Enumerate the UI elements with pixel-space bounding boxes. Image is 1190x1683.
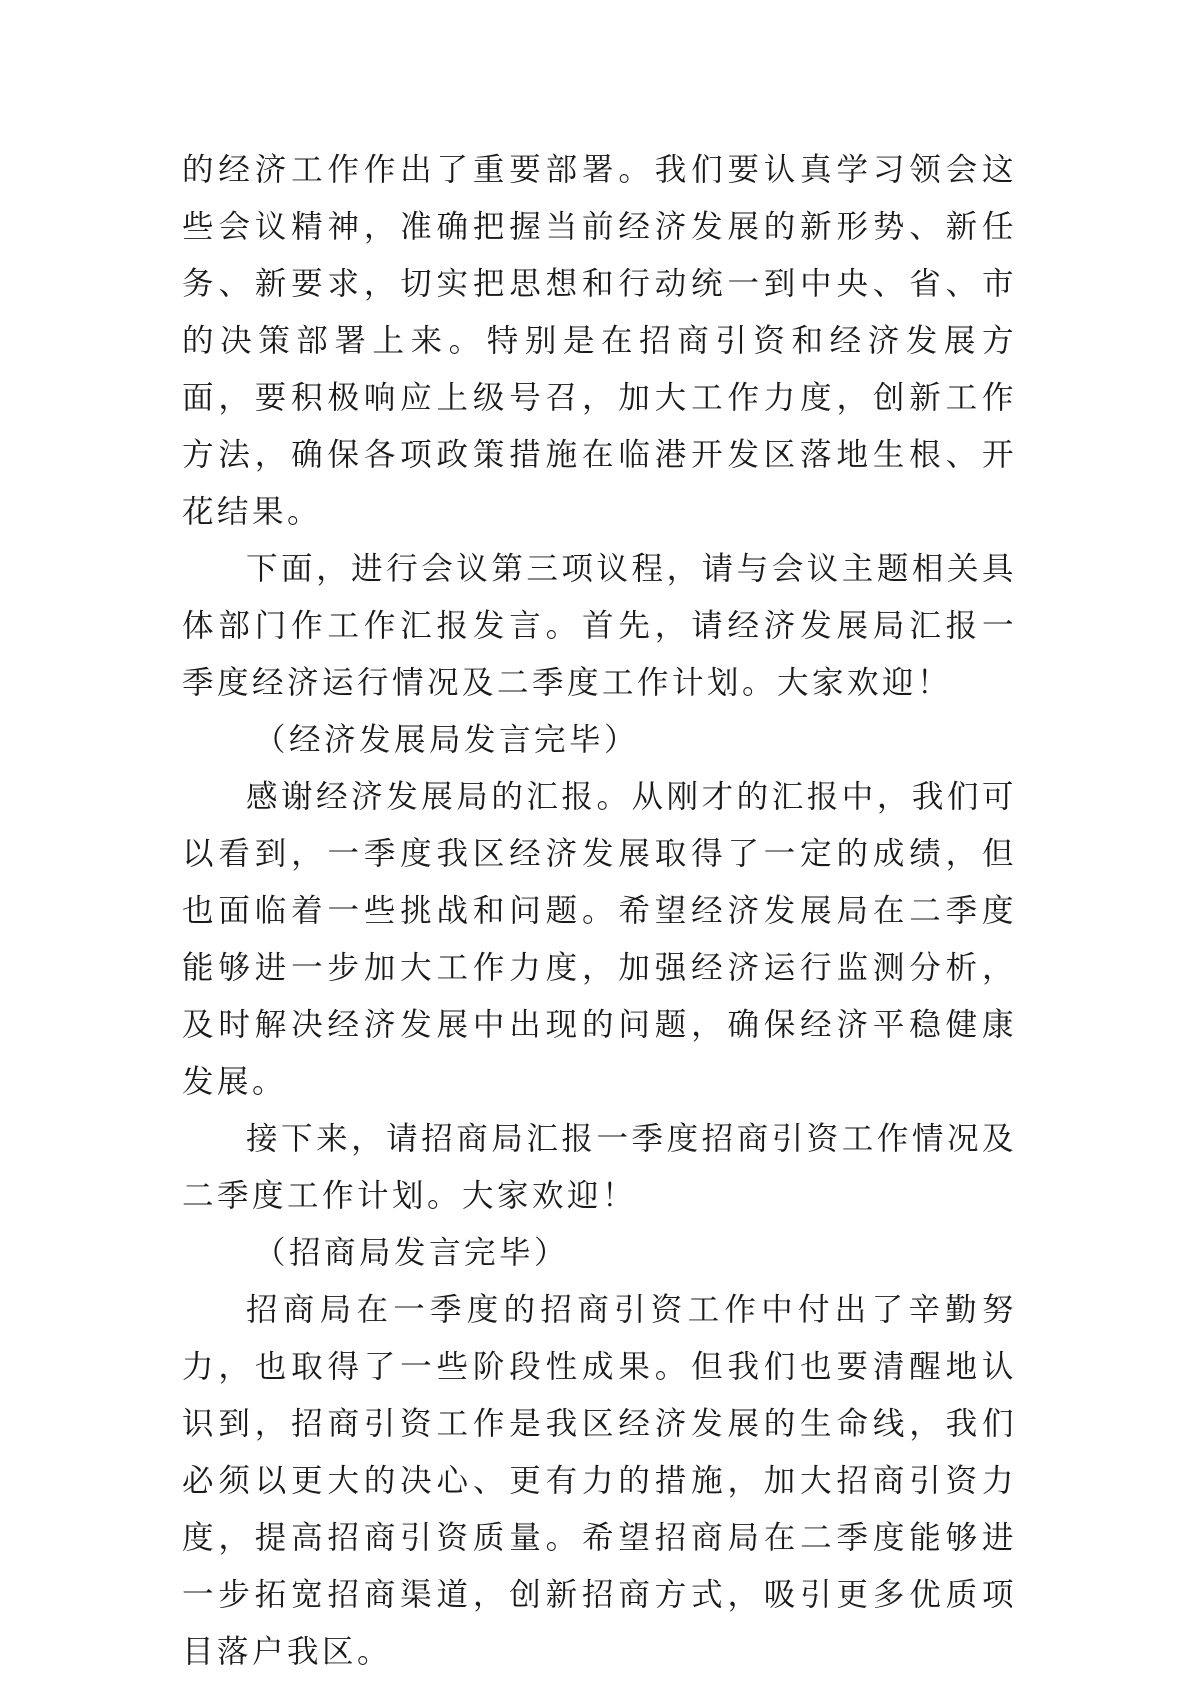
paragraph-economic-bureau-response: 感谢经济发展局的汇报。从刚才的汇报中，我们可以看到，一季度我区经济发展取得了一定的成绩，但也面临着一些挑战和问题。希望经济发展局在二季度能够进一步加大工作力度，加强经济运行监测分析，及时解决经济发展中出现的问题，确保经济平稳健康发展。 xyxy=(182,779,1017,1100)
paragraph-continuation: 的经济工作作出了重要部署。我们要认真学习领会这些会议精神，准确把握当前经济发展的新形势、新任务、新要求，切实把思想和行动统一到中央、省、市的决策部署上来。特别是在招商引资和经济发展方面，要积极响应上级号召，加大工作力度，创新工作方法，确保各项政策措施在临港开发区落地生根、开花结果。 xyxy=(182,152,1017,530)
stage-note-investment-bureau: （招商局发言完毕） xyxy=(254,1235,570,1271)
document-body xyxy=(182,142,1017,1681)
stage-note-economic-bureau: （经济发展局发言完毕） xyxy=(254,722,640,758)
paragraph-agenda-item-three: 下面，进行会议第三项议程，请与会议主题相关具体部门作工作汇报发言。首先，请经济发展局汇报一季度经济运行情况及二季度工作计划。大家欢迎！ xyxy=(182,551,1017,701)
paragraph-investment-bureau-response: 招商局在一季度的招商引资工作中付出了辛勤努力，也取得了一些阶段性成果。但我们也要清醒地认识到，招商引资工作是我区经济发展的生命线，我们必须以更大的决心、更有力的措施，加大招商引资力度，提高招商引资质量。希望招商局在二季度能够进一步拓宽招商渠道，创新招商方式，吸引更多优质项目落户我区。 xyxy=(182,1292,1017,1670)
paragraph-investment-bureau-intro: 接下来，请招商局汇报一季度招商引资工作情况及二季度工作计划。大家欢迎！ xyxy=(182,1121,1017,1214)
